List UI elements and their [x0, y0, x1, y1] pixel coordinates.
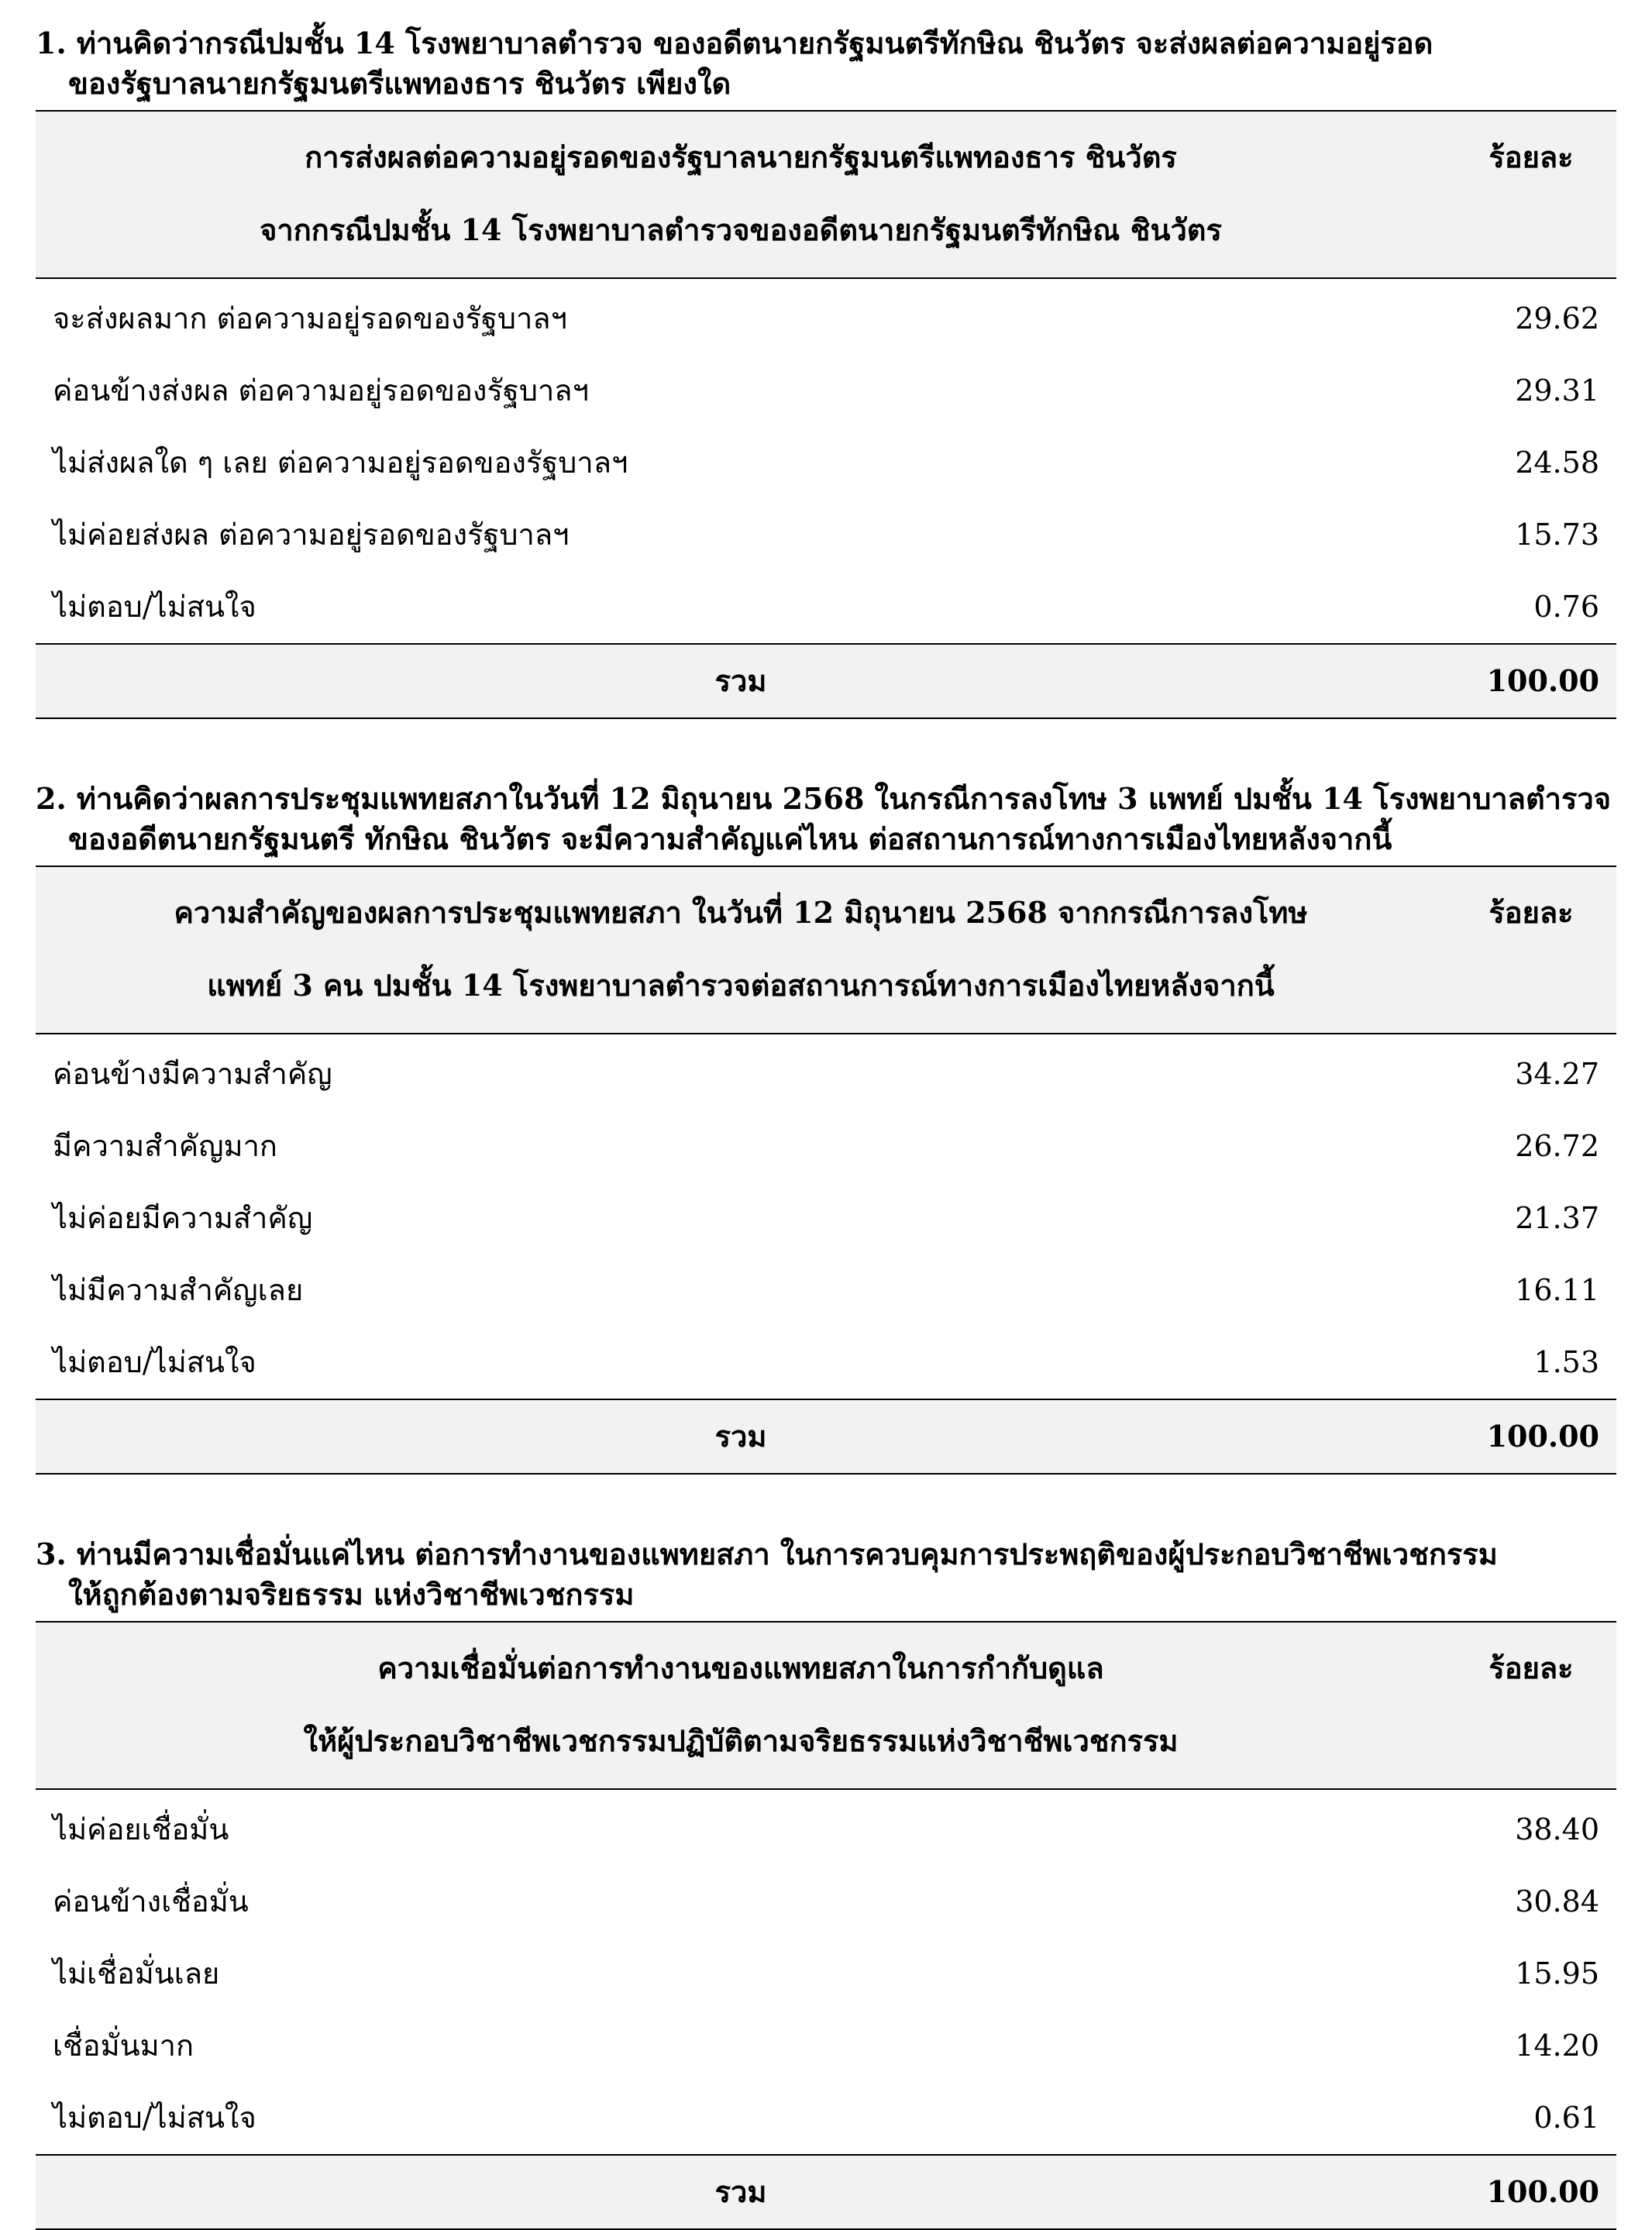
total-row	[36, 2155, 1616, 2229]
row-label: จะส่งผลมาก ต่อความอยู่รอดของรัฐบาลฯ	[53, 301, 567, 336]
question-1-line-1: 1. ท่านคิดว่ากรณีปมชั้น 14 โรงพยาบาลตำรวจ ของอดีตนายกรัฐมนตรีทักษิณ ชินวัตร จะส่งผลต่อความอยู่รอด	[36, 26, 1433, 60]
row-percent: 21.37	[1515, 1201, 1599, 1235]
table-row	[36, 427, 1616, 499]
row-label: ไม่มีความสำคัญเลย	[53, 1273, 304, 1307]
column-header-line-2: แพทย์ 3 คน ปมชั้น 14 โรงพยาบาลตำรวจต่อสถานการณ์ทางการเมืองไทยหลังจากนี้	[207, 968, 1275, 1003]
results-table-3	[36, 1621, 1616, 2230]
column-header-line-1: ความเชื่อมั่นต่อการทำงานของแพทยสภาในการกำกับดูแล	[377, 1650, 1104, 1685]
row-label: ไม่ตอบ/ไม่สนใจ	[53, 2101, 256, 2135]
table-row	[36, 1182, 1616, 1254]
table-row	[36, 355, 1616, 427]
row-label: มีความสำคัญมาก	[53, 1129, 277, 1163]
table-row	[36, 1327, 1616, 1399]
table-row	[36, 2010, 1616, 2082]
row-percent: 38.40	[1515, 1812, 1599, 1846]
question-1-line-2: ของรัฐบาลนายกรัฐมนตรีแพทองธาร ชินวัตร เพียงใด	[68, 66, 731, 101]
row-percent: 30.84	[1515, 1884, 1599, 1919]
row-percent: 16.11	[1515, 1273, 1599, 1307]
table-row	[36, 2082, 1616, 2155]
row-percent: 15.95	[1515, 1956, 1599, 1991]
row-label: ไม่ตอบ/ไม่สนใจ	[53, 1345, 256, 1379]
table-row	[36, 1034, 1616, 1110]
table-row	[36, 1789, 1616, 1866]
table-row	[36, 571, 1616, 644]
results-table-2	[36, 866, 1616, 1475]
row-percent: 29.62	[1515, 301, 1599, 336]
question-2-line-2: ของอดีตนายกรัฐมนตรี ทักษิณ ชินวัตร จะมีความสำคัญแค่ไหน ต่อสถานการณ์ทางการเมืองไทยหลังจากนี้	[68, 821, 1392, 856]
column-header-response	[36, 866, 1446, 1034]
row-label: ไม่ค่อยส่งผล ต่อความอยู่รอดของรัฐบาลฯ	[53, 518, 570, 552]
table-row	[36, 278, 1616, 355]
column-header-percent: ร้อยละ	[1446, 866, 1616, 1034]
row-label: ค่อนข้างส่งผล ต่อความอยู่รอดของรัฐบาลฯ	[53, 373, 589, 408]
row-percent: 1.53	[1533, 1345, 1599, 1379]
survey-section-1	[36, 23, 1616, 719]
total-value: 100.00	[1446, 644, 1616, 718]
row-percent: 24.58	[1515, 446, 1599, 480]
table-header-row	[36, 866, 1616, 1034]
question-3	[36, 1534, 1616, 1615]
question-3-line-2: ให้ถูกต้องตามจริยธรรม แห่งวิชาชีพเวชกรรม	[68, 1577, 635, 1612]
column-header-line-1: ความสำคัญของผลการประชุมแพทยสภา ในวันที่ 12 มิถุนายน 2568 จากกรณีการลงโทษ	[174, 895, 1308, 930]
total-value: 100.00	[1446, 2155, 1616, 2229]
total-row	[36, 644, 1616, 718]
survey-section-2	[36, 779, 1616, 1475]
total-label: รวม	[36, 644, 1446, 718]
table-row	[36, 1866, 1616, 1938]
column-header-response	[36, 111, 1446, 278]
total-value: 100.00	[1446, 1399, 1616, 1474]
question-2-line-1: 2. ท่านคิดว่าผลการประชุมแพทยสภาในวันที่ 12 มิถุนายน 2568 ในกรณีการลงโทษ 3 แพทย์ ปมชั้น 14 โรงพยาบาลตำรวจ	[36, 781, 1611, 816]
row-label: ค่อนข้างเชื่อมั่น	[53, 1884, 249, 1919]
row-percent: 26.72	[1515, 1129, 1599, 1163]
column-header-line-2: ให้ผู้ประกอบวิชาชีพเวชกรรมปฏิบัติตามจริยธรรมแห่งวิชาชีพเวชกรรม	[303, 1723, 1179, 1758]
row-percent: 34.27	[1515, 1057, 1599, 1091]
row-label: ไม่ส่งผลใด ๆ เลย ต่อความอยู่รอดของรัฐบาลฯ	[53, 446, 628, 480]
row-percent: 15.73	[1515, 518, 1599, 552]
survey-section-3	[36, 1534, 1616, 2230]
table-row	[36, 1110, 1616, 1182]
total-label: รวม	[36, 2155, 1446, 2229]
row-label: ไม่ค่อยมีความสำคัญ	[53, 1201, 313, 1235]
row-label: ไม่เชื่อมั่นเลย	[53, 1956, 220, 1991]
table-header-row	[36, 111, 1616, 278]
column-header-response	[36, 1622, 1446, 1789]
column-header-percent: ร้อยละ	[1446, 1622, 1616, 1789]
column-header-line-1: การส่งผลต่อความอยู่รอดของรัฐบาลนายกรัฐมนตรีแพทองธาร ชินวัตร	[305, 139, 1177, 174]
row-percent: 29.31	[1515, 373, 1599, 408]
total-row	[36, 1399, 1616, 1474]
question-3-line-1: 3. ท่านมีความเชื่อมั่นแค่ไหน ต่อการทำงานของแพทยสภา ในการควบคุมการประพฤติของผู้ประกอบวิชาชีพเวชกรรม	[36, 1537, 1498, 1571]
table-row	[36, 1938, 1616, 2010]
total-label: รวม	[36, 1399, 1446, 1474]
row-label: ไม่ตอบ/ไม่สนใจ	[53, 590, 256, 624]
row-percent: 14.20	[1515, 2029, 1599, 2063]
question-1	[36, 23, 1616, 104]
table-header-row	[36, 1622, 1616, 1789]
row-percent: 0.61	[1533, 2101, 1599, 2135]
column-header-line-2: จากกรณีปมชั้น 14 โรงพยาบาลตำรวจของอดีตนายกรัฐมนตรีทักษิณ ชินวัตร	[260, 212, 1222, 247]
row-percent: 0.76	[1533, 590, 1599, 624]
question-2	[36, 779, 1616, 859]
row-label: ค่อนข้างมีความสำคัญ	[53, 1057, 332, 1091]
row-label: เชื่อมั่นมาก	[53, 2029, 194, 2063]
row-label: ไม่ค่อยเชื่อมั่น	[53, 1812, 229, 1846]
column-header-percent: ร้อยละ	[1446, 111, 1616, 278]
results-table-1	[36, 110, 1616, 719]
table-row	[36, 1254, 1616, 1327]
table-row	[36, 499, 1616, 571]
